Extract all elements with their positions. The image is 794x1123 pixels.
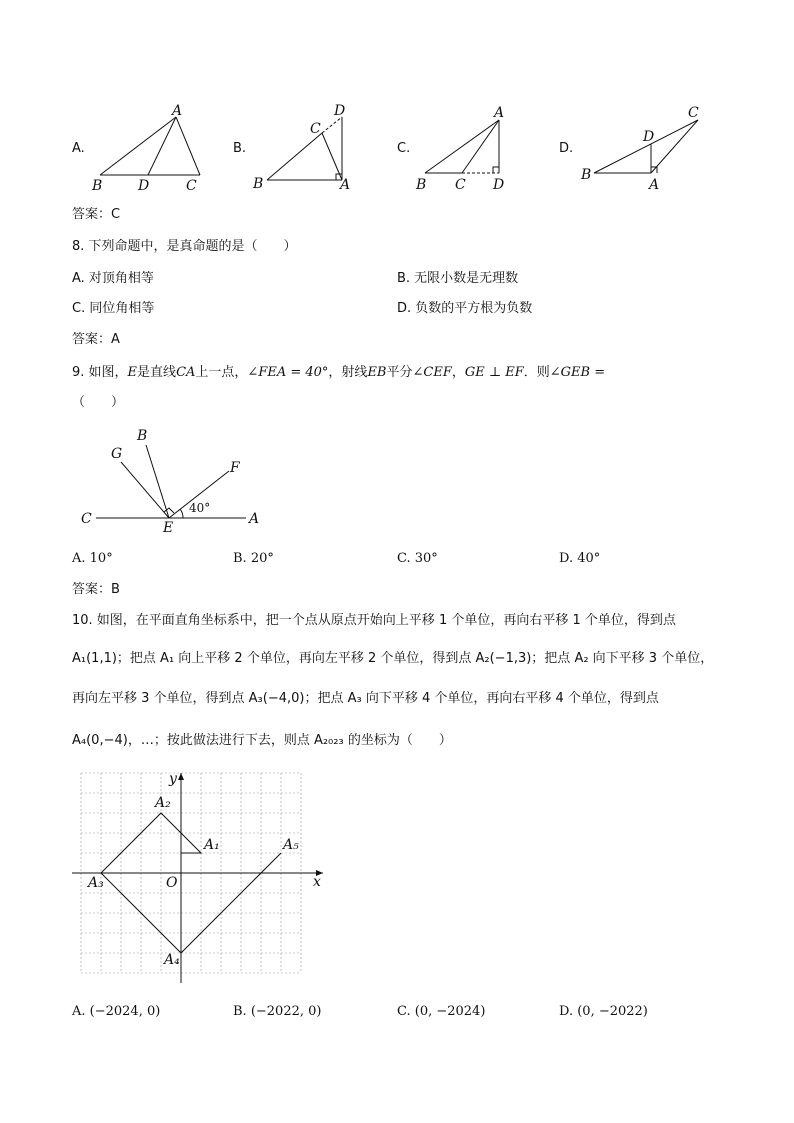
q7d-label-b: B bbox=[581, 167, 592, 183]
q9-stem-angle2: ∠CEF bbox=[412, 365, 452, 380]
q7d-label-d: D bbox=[643, 129, 655, 145]
q7-figure-c bbox=[410, 100, 530, 195]
q7a-label-a: A bbox=[172, 103, 183, 119]
q10-label-o: O bbox=[166, 875, 178, 891]
q9-stem-e: E bbox=[127, 365, 138, 380]
q10-stem-line1: 10. 如图，在平面直角坐标系中，把一个点从原点开始向上平移 1 个单位，再向右平移 1 个单位，得到点 bbox=[72, 613, 676, 628]
q9-option-d: D. 40° bbox=[559, 551, 601, 566]
q7-answer: 答案：C bbox=[72, 207, 121, 222]
q9-stem-line bbox=[72, 364, 605, 382]
q9-label-e: E bbox=[163, 520, 174, 535]
q9-stem-mid4: 平分 bbox=[386, 365, 413, 380]
q7-figure-a bbox=[88, 100, 218, 195]
q7c-label-d: D bbox=[493, 177, 505, 193]
q7c-label-a: A bbox=[494, 105, 505, 121]
q10-label-y: y bbox=[169, 771, 177, 787]
q9-label-b: B bbox=[137, 428, 148, 444]
q10-label-a4: A₄ bbox=[164, 952, 180, 968]
q7a-label-d: D bbox=[138, 178, 150, 194]
q7b-label-b: B bbox=[253, 176, 264, 192]
q9-stem-angle3: ∠GEB = bbox=[549, 365, 606, 380]
q9-stem-mid3: ，射线 bbox=[328, 365, 368, 380]
q8-answer: 答案：A bbox=[72, 332, 120, 347]
q7-figure-d bbox=[578, 100, 708, 195]
q10-stem-line3: 再向左平移 3 个单位，得到点 A₃(−4,0)；把点 A₃ 向下平移 4 个单位，再向右平移 4 个单位，得到点 bbox=[72, 691, 659, 706]
q10-coordinate-figure bbox=[68, 765, 338, 985]
q9-option-c: C. 30° bbox=[397, 551, 438, 566]
q7c-label-b: B bbox=[416, 177, 427, 193]
q9-stem-prefix: 9. 如图， bbox=[72, 365, 128, 380]
q9-stem-perp: GE ⊥ EF bbox=[464, 365, 524, 380]
q7-option-c-label: C. bbox=[397, 141, 411, 156]
q10-stem-line4: A₄(0,−4)，…；按此做法进行下去，则点 A₂₀₂₃ 的坐标为（ ） bbox=[72, 733, 452, 748]
q9-label-a: A bbox=[249, 511, 260, 527]
q9-answer: 答案：B bbox=[72, 582, 120, 597]
q10-label-a5: A₅ bbox=[283, 837, 299, 853]
q9-stem-mid6: ．则 bbox=[523, 365, 550, 380]
q9-label-angle: 40° bbox=[189, 501, 211, 515]
q7c-label-c: C bbox=[455, 177, 466, 193]
q7b-label-c: C bbox=[310, 121, 321, 137]
q7-option-b-label: B. bbox=[233, 141, 247, 156]
q7-option-d-label: D. bbox=[559, 141, 574, 156]
q9-stem-mid1: 是直线 bbox=[137, 365, 177, 380]
q10-option-c: C. (0, −2024) bbox=[397, 1004, 486, 1019]
q9-stem-mid2: 上一点， bbox=[195, 365, 248, 380]
q7d-label-c: C bbox=[688, 105, 699, 121]
q9-option-a: A. 10° bbox=[72, 551, 113, 566]
q9-stem-paren: （ ） bbox=[72, 395, 125, 410]
q9-stem-mid5: ， bbox=[451, 365, 465, 380]
q10-stem-line2: A₁(1,1)；把点 A₁ 向上平移 2 个单位，再向左平移 2 个单位，得到点 A₂(−1,3)；把点 A₂ 向下平移 3 个单位， bbox=[72, 651, 714, 666]
q9-figure bbox=[76, 425, 266, 535]
q9-stem-angle1: ∠FEA = 40° bbox=[247, 365, 329, 380]
q7b-label-d: D bbox=[334, 103, 346, 119]
q7a-label-c: C bbox=[186, 178, 197, 194]
q8-option-d: D. 负数的平方根为负数 bbox=[397, 301, 533, 316]
q8-stem: 8. 下列命题中，是真命题的是（ ） bbox=[72, 239, 297, 254]
q10-label-a3: A₃ bbox=[88, 875, 104, 891]
q10-option-d: D. (0, −2022) bbox=[559, 1004, 648, 1019]
q9-stem-eb: EB bbox=[367, 365, 387, 380]
q7b-label-a: A bbox=[340, 177, 351, 193]
q10-label-x: x bbox=[313, 874, 321, 890]
q10-label-a2: A₂ bbox=[155, 795, 171, 811]
q8-option-a: A. 对顶角相等 bbox=[72, 271, 154, 286]
q7a-label-b: B bbox=[92, 178, 103, 194]
q10-option-b: B. (−2022, 0) bbox=[233, 1004, 322, 1019]
q7d-label-a: A bbox=[649, 177, 660, 193]
q9-stem-ca: CA bbox=[176, 365, 196, 380]
q10-label-a1: A₁ bbox=[204, 837, 220, 853]
q9-label-f: F bbox=[230, 460, 240, 476]
q7-figure-b bbox=[250, 100, 370, 195]
q9-label-c: C bbox=[81, 511, 92, 527]
q9-option-b: B. 20° bbox=[233, 551, 274, 566]
q10-option-a: A. (−2024, 0) bbox=[72, 1004, 161, 1019]
q9-label-g: G bbox=[111, 446, 123, 462]
q8-option-b: B. 无限小数是无理数 bbox=[397, 271, 519, 286]
q8-option-c: C. 同位角相等 bbox=[72, 301, 155, 316]
q7-option-a-label: A. bbox=[72, 141, 85, 156]
